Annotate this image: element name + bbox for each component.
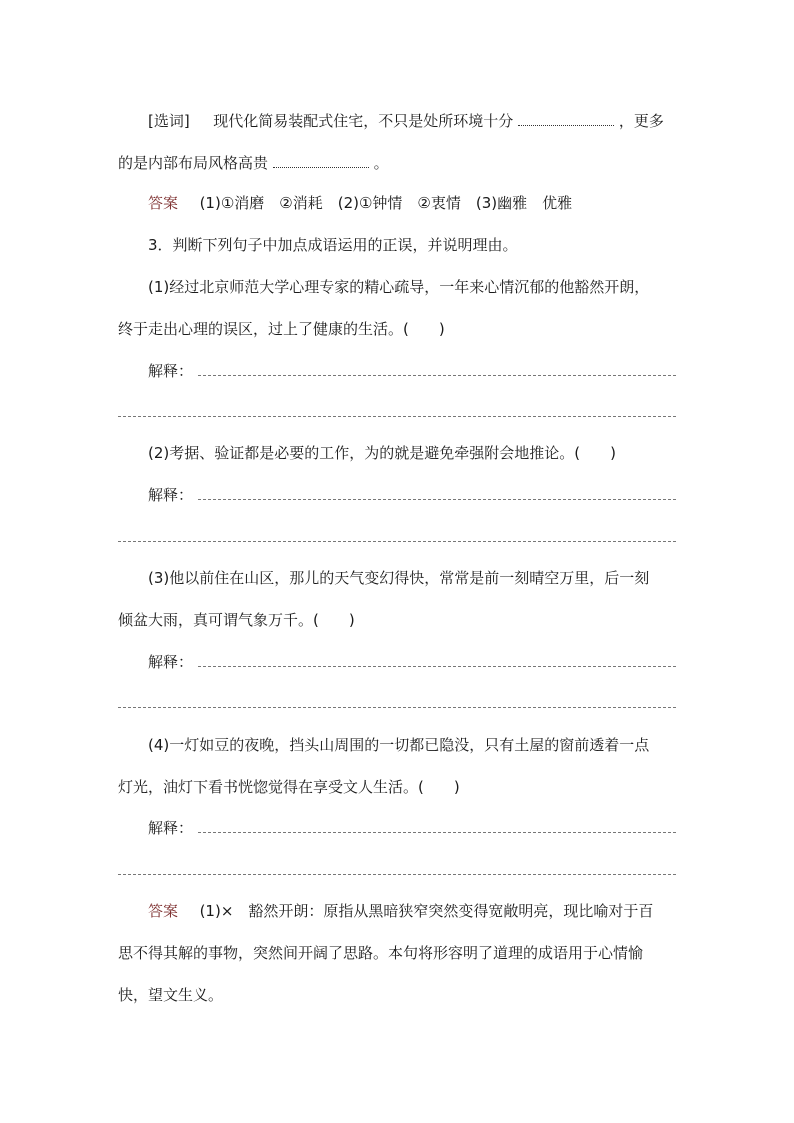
q3-item4-line2: 灯光，油灯下看书恍惚觉得在享受文人生活。( ): [118, 778, 460, 796]
fill-in-text-a: 现代化简易装配式住宅，不只是处所环境十分: [213, 112, 514, 130]
q3-item2-answer-line1[interactable]: [198, 499, 676, 500]
q3-item3-answer-line1[interactable]: [198, 666, 676, 667]
q3-item1-answer-line2[interactable]: [118, 416, 676, 417]
q3-item1-line1: (1)经过北京师范大学心理专家的精心疏导，一年来心情沉郁的他豁然开朗，: [148, 278, 650, 296]
q3-item3-line2: 倾盆大雨，真可谓气象万千。( ): [118, 611, 355, 629]
question3-title: 3．判断下列句子中加点成语运用的正误，并说明理由。: [148, 236, 518, 254]
answer2-label: 答案: [148, 902, 179, 920]
q3-item4-line1: (4)一灯如豆的夜晚，挡头山周围的一切都已隐没，只有土屋的窗前透着一点: [148, 736, 650, 754]
q3-item4-answer-line1[interactable]: [198, 832, 676, 833]
q3-item3-answer-line2[interactable]: [118, 707, 676, 708]
fill-in-blank-1[interactable]: [518, 111, 614, 126]
q3-item2-explain-label: 解释：: [148, 486, 194, 504]
fill-in-text-b: ，更多: [618, 112, 664, 130]
q3-item3-line1: (3)他以前住在山区，那儿的天气变幻得快，常常是前一刻晴空万里，后一刻: [148, 569, 650, 587]
fill-in-text-d: 。: [373, 154, 389, 172]
q3-item2-answer-line2[interactable]: [118, 541, 676, 542]
q3-item4-answer-line2[interactable]: [118, 874, 676, 875]
fill-in-line-2: [118, 153, 389, 173]
fill-in-blank-2[interactable]: [273, 153, 369, 168]
fill-in-line-1: [148, 111, 664, 131]
answer2-line1-text: (1)× 豁然开朗：原指从黑暗狭窄突然变得宽敞明亮，现比喻对于百: [199, 902, 654, 920]
answer1-line: [148, 193, 572, 213]
q3-item1-explain-label: 解释：: [148, 362, 194, 380]
answer2-line1: [148, 901, 653, 921]
q3-item3-explain-label: 解释：: [148, 653, 194, 671]
answer2-line3: 快，望文生义。: [118, 986, 224, 1004]
q3-item4-explain-label: 解释：: [148, 819, 194, 837]
answer1-content: (1)①消磨 ②消耗 (2)①钟情 ②衷情 (3)幽雅 优雅: [199, 194, 573, 212]
fill-in-label: [选词]: [148, 112, 190, 130]
q3-item1-answer-line1[interactable]: [198, 375, 676, 376]
answer2-line2: 思不得其解的事物，突然间开阔了思路。本句将形容明了道理的成语用于心情愉: [118, 944, 644, 962]
q3-item2-line1: (2)考据、验证都是必要的工作，为的就是避免牵强附会地推论。( ): [148, 444, 616, 462]
q3-item1-line2: 终于走出心理的误区，过上了健康的生活。( ): [118, 320, 445, 338]
answer1-label: 答案: [148, 194, 179, 212]
fill-in-text-c: 的是内部布局风格高贵: [118, 154, 269, 172]
